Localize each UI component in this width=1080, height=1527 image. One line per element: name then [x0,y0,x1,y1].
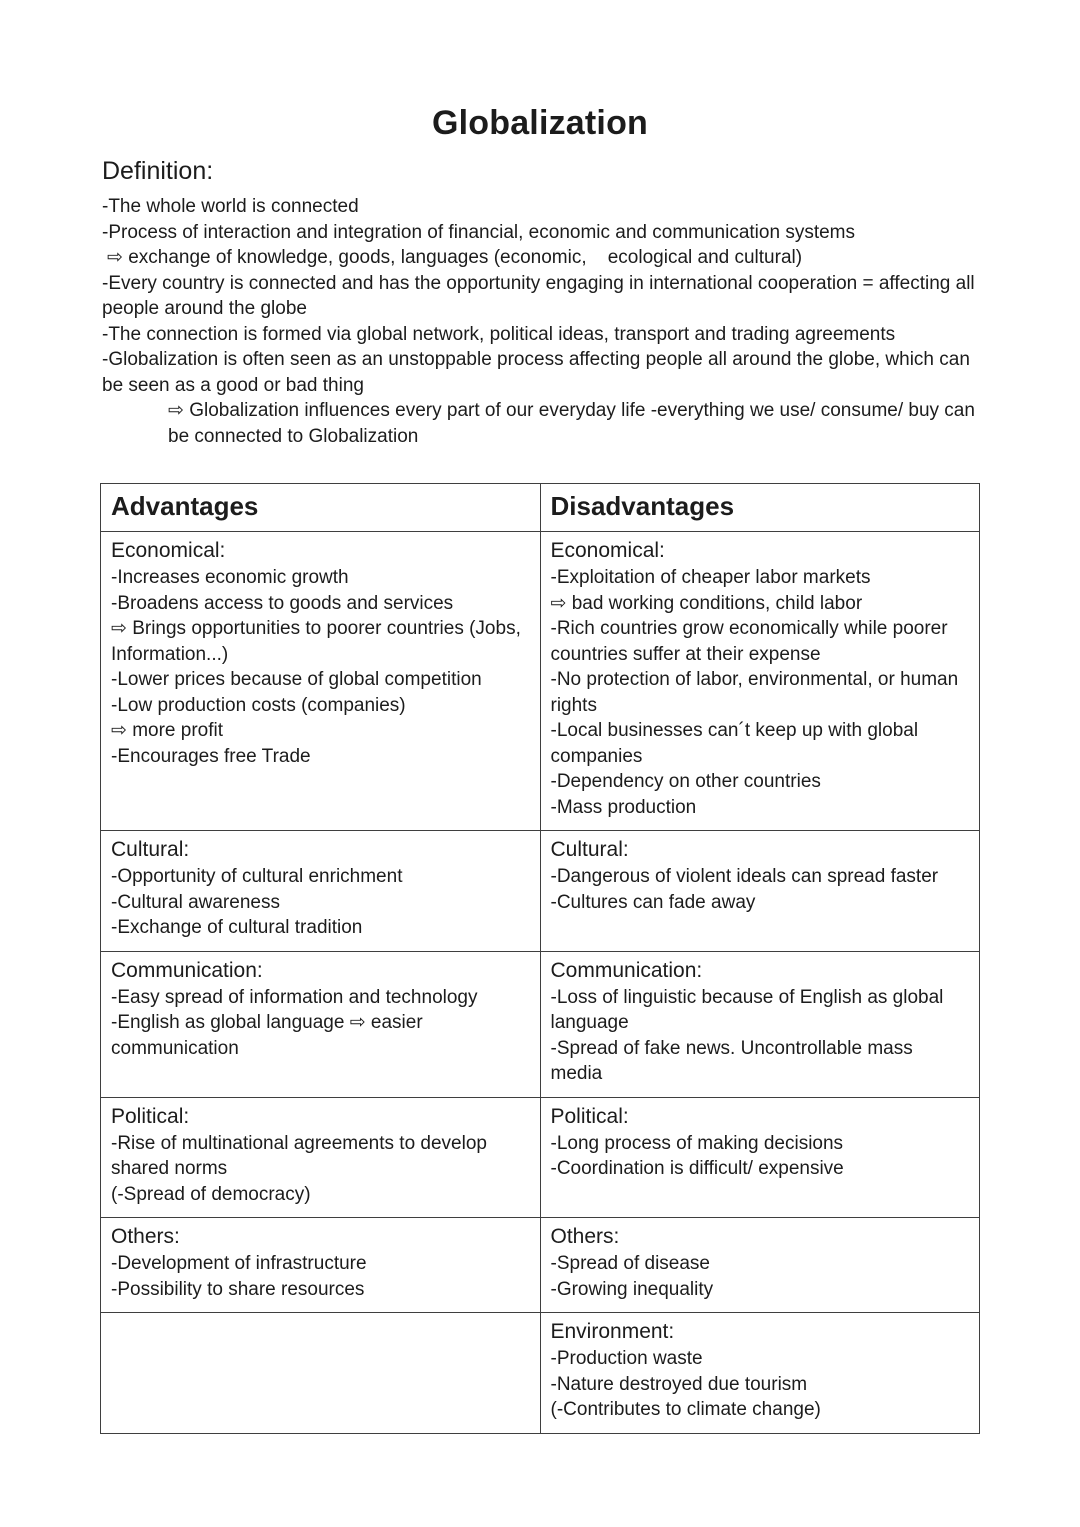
table-row-environment [101,1313,980,1434]
cell-heading: Political: [550,1104,629,1128]
cell-line: (-Spread of democracy) [111,1183,311,1205]
cell-line: -Rise of multinational agreements to develop shared norms [111,1132,493,1179]
definition-line: -The connection is formed via global network, political ideas, transport and trading agreements [102,323,896,345]
cell-advantages-empty [101,1313,541,1434]
table-row-cultural [101,831,980,952]
cell-line: -Development of infrastructure [111,1253,367,1274]
cell-line: -Nature destroyed due tourism [550,1373,808,1395]
cell-line: -Mass production [550,796,697,818]
cell-heading: Economical: [550,539,665,562]
cell-disadvantages-cultural [540,831,980,952]
cell-advantages-political [101,1097,541,1218]
table-row-political [101,1097,980,1218]
cell-line: -Growing inequality [550,1278,714,1300]
cell-heading: Cultural: [550,838,629,861]
cell-line: -Rich countries grow economically while poorer countries suffer at their expense [550,618,953,665]
column-header-disadvantages: Disadvantages [540,484,980,532]
table-row-economical [101,532,980,831]
cell-heading: Political: [111,1104,190,1128]
cell-line: -Dependency on other countries [550,771,821,792]
definition-heading: Definition: [102,157,214,185]
cell-line: -Cultural awareness [111,891,280,913]
cell-heading: Environment: [550,1320,675,1343]
cell-line: -Possibility to share resources [111,1278,365,1300]
cell-line: -Spread of fake news. Uncontrollable mass media [550,1037,919,1084]
cell-line: -Dangerous of violent ideals can spread faster [550,866,939,887]
cell-line: -Loss of linguistic because of English as global language [550,986,949,1033]
cell-line-arrow: ⇨ more profit [111,720,224,741]
definition-line: -The whole world is connected [102,196,359,217]
cell-disadvantages-environment [540,1313,980,1434]
cell-heading: Economical: [111,539,226,562]
cell-heading: Others: [550,1225,620,1248]
cell-disadvantages-political [540,1097,980,1218]
cell-disadvantages-economical [540,532,980,831]
cell-line: -Opportunity of cultural enrichment [111,866,403,887]
definition-line: -Process of interaction and integration of financial, economic and communication systems [102,221,855,243]
cell-heading: Others: [111,1225,180,1248]
definition-line: -Globalization is often seen as an unstoppable process affecting people all around the globe, which can be seen as a good or bad thing [102,349,976,396]
cell-line: -Encourages free Trade [111,745,311,767]
cell-line: -Exchange of cultural tradition [111,917,363,938]
cell-line: -Broadens access to goods and services [111,592,454,614]
cell-line: -Production waste [550,1348,703,1369]
table-row-communication [101,951,980,1097]
cell-line: -Local businesses can´t keep up with global companies [550,720,924,767]
cell-line: -Coordination is difficult/ expensive [550,1158,844,1179]
definition-line-arrow: ⇨ Globalization influences every part of our everyday life -everything we use/ consume/ buy can be connected to Globalization [168,400,981,447]
cell-advantages-others [101,1218,541,1313]
definition-line-arrow: ⇨ exchange of knowledge, goods, languages (economic, ecological and cultural) [107,247,803,268]
cell-disadvantages-communication [540,951,980,1097]
cell-line: -Long process of making decisions [550,1132,844,1154]
cell-disadvantages-others [540,1218,980,1313]
cell-advantages-economical [101,532,541,831]
cell-line: -Easy spread of information and technology [111,986,478,1008]
cell-advantages-communication [101,951,541,1097]
cell-line: -No protection of labor, environmental, or human rights [550,669,964,716]
cell-line-arrow: ⇨ Brings opportunities to poorer countries (Jobs, Information...) [111,618,527,665]
definition-body [102,194,980,449]
definition-line: -Every country is connected and has the opportunity engaging in international cooperation = affecting all people around the globe [102,272,980,319]
cell-heading: Communication: [111,958,263,982]
cell-heading: Cultural: [111,838,190,861]
cell-line: -Exploitation of cheaper labor markets [550,567,871,588]
column-header-advantages: Advantages [101,484,541,532]
table-header-row [101,484,980,532]
cell-heading: Communication: [550,958,703,982]
cell-advantages-cultural [101,831,541,952]
cell-line-arrow: ⇨ bad working conditions, child labor [550,592,863,614]
cell-line: -Lower prices because of global competition [111,669,482,690]
cell-line: -Spread of disease [550,1253,710,1274]
advantages-disadvantages-table [100,483,980,1434]
cell-line: (-Contributes to climate change) [550,1399,821,1420]
cell-line: -English as global language ⇨ easier communication [111,1012,428,1059]
cell-line: -Cultures can fade away [550,891,756,913]
cell-line: -Low production costs (companies) [111,694,406,716]
cell-line: -Increases economic growth [111,567,349,588]
table-row-others [101,1218,980,1313]
page-title: Globalization [431,104,649,142]
